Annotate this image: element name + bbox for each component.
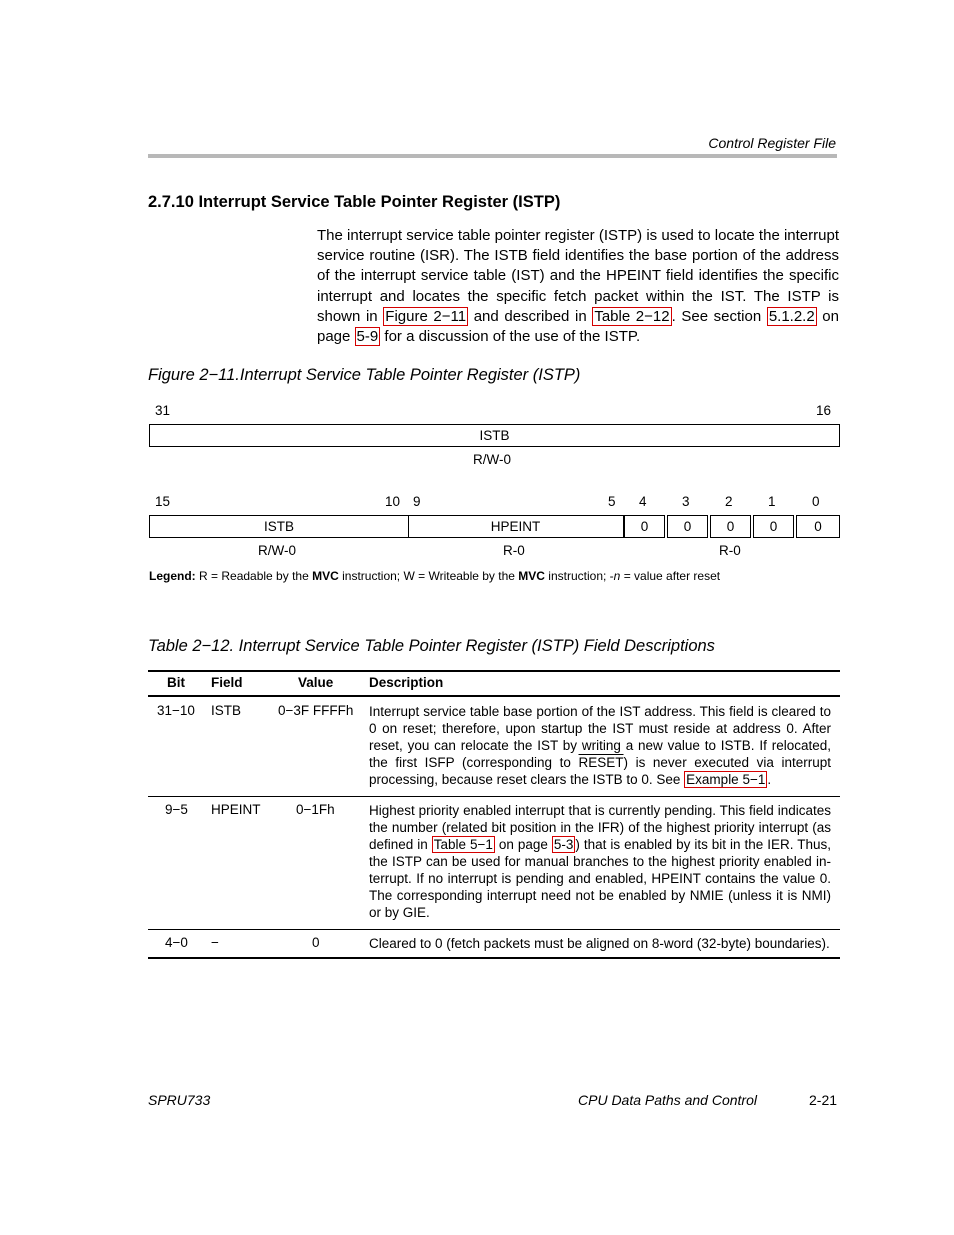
header-value: Value [298,675,334,690]
header-rule [148,154,837,158]
figure-legend [149,569,720,583]
legend-label: Legend: [149,569,196,583]
bit-number-9: 9 [413,494,421,509]
desc-text: Interrupt service table base portion of the IST address. This field is cleared to 0 on reset; therefore, upon startup the IST must reside at address 0. After reset, you can relocate the IST by writing a new value to ISTB. If relocated, the first ISFP (corresponding to [369,704,831,770]
table-link[interactable]: Table 2−12 [594,307,670,325]
register-bit-0 [796,515,840,538]
bit-number-1: 1 [768,494,776,509]
access-low-bits: R-0 [719,543,741,558]
field-bit-0: 0 [814,519,822,534]
row-description [369,703,831,788]
bit-number-0: 0 [812,494,820,509]
page-number: 2-21 [809,1092,838,1108]
field-bit-3: 0 [683,519,692,534]
row-description: Cleared to 0 (fetch packets must be aligned on 8-word (32-byte) boundaries). [369,936,830,951]
register-bit-1 [753,515,794,538]
register-lower-istb [149,515,409,538]
header-bit: Bit [167,675,185,690]
section-link[interactable]: 5.1.2.2 [768,307,815,325]
para-text: for a discussion of the use of the ISTP. [380,328,641,346]
desc-text: on page [494,837,552,852]
bit-number-5: 5 [608,494,616,509]
row-field: − [211,935,219,950]
para-text: . See section [671,307,767,325]
footer-chapter: CPU Data Paths and Control [578,1092,757,1108]
para-text: on page [317,307,839,346]
row-description [369,802,831,921]
section-title: 2.7.10 Interrupt Service Table Pointer Register (ISTP) [148,193,561,211]
legend-text: R = Readable by the [195,569,313,583]
row-value: 0−1Fh [296,802,335,817]
bit-number-3: 3 [682,494,690,509]
field-bit-2: 0 [726,519,735,534]
desc-text: Highest priority enabled interrupt that is currently pending. This field indicates the number (related bit position in the IFR) of the highest priority interrupt (as defined in [369,803,831,852]
row-value: 0 [312,935,320,950]
intro-paragraph [317,226,839,347]
field-bit-4: 0 [640,519,649,534]
register-bit-2 [710,515,751,538]
figure-link[interactable]: Figure 2−11 [385,307,467,325]
legend-text: instruction; W = Writeable by the [338,569,519,583]
header-description: Description [369,675,444,690]
register-lower-hpeint [408,515,624,538]
bit-number-15: 15 [155,494,171,509]
bit-number-31: 31 [155,403,171,418]
bit-number-2: 2 [725,494,733,509]
legend-n: n [613,569,621,583]
desc-text: ) is never executed via interrupt processing, because reset clears the ISTB to 0. See [369,755,832,787]
page-link[interactable]: 5-9 [356,328,379,346]
access-istb-lower: R/W-0 [258,543,297,558]
reset-signal: RESET [578,755,624,770]
row-bit: 31−10 [157,703,195,718]
table-row-divider [148,929,840,930]
legend-text: instruction; - [544,569,614,583]
access-upper: R/W-0 [473,452,512,467]
legend-mvc: MVC [518,569,545,583]
access-hpeint: R-0 [503,543,525,558]
footer-doc-id: SPRU733 [148,1092,211,1108]
header-field: Field [211,675,243,690]
table-link[interactable]: Table 5−1 [433,837,493,852]
figure-caption: Figure 2−11.Interrupt Service Table Pointer Register (ISTP) [148,366,581,384]
bit-number-16: 16 [816,403,832,418]
legend-mvc: MVC [312,569,339,583]
example-link[interactable]: Example 5−1 [686,772,766,787]
page-link[interactable]: 5-3 [553,837,574,852]
para-text: and described in [468,307,593,325]
register-bit-3 [667,515,708,538]
row-value: 0−3F FFFFh [278,703,354,718]
table-row-divider [148,796,840,797]
para-text: The interrupt service table pointer register (ISTP) is used to locate the interrupt service routine (ISR). The ISTB field identifies the base portion of the address of the interrupt service table (IST) and the HPEINT field identifies the specific interrupt and locates the specific fetch packet within the IST. The ISTP is shown in [317,227,839,325]
table-header-rule [148,695,840,697]
bit-number-10: 10 [385,494,401,509]
row-field: ISTB [211,703,242,718]
row-bit: 9−5 [165,802,188,817]
table-top-rule [148,670,840,672]
bit-number-4: 4 [639,494,647,509]
desc-text: ) that is enabled by its bit in the IER. Thus, the ISTP can be used for manual branches to the highest priority enabled in-terrupt. If no interrupt is pending and enabled, HPEINT contains the value 0. The corresponding interrupt need not be enabled by NMIE (unless it is NMI) or by GIE. [369,837,831,920]
field-hpeint: HPEINT [490,519,541,534]
field-bit-1: 0 [769,519,778,534]
row-bit: 4−0 [165,935,188,950]
table-caption: Table 2−12. Interrupt Service Table Pointer Register (ISTP) Field Descriptions [148,637,715,655]
register-bit-4 [624,515,665,538]
table-bottom-rule [148,957,840,959]
register-upper [149,424,840,447]
field-istb-upper: ISTB [479,428,510,443]
running-header: Control Register File [708,135,836,151]
desc-text: . [767,772,772,787]
field-istb-lower: ISTB [263,519,294,534]
row-field: HPEINT [211,802,261,817]
legend-text: = value after reset [620,569,721,583]
